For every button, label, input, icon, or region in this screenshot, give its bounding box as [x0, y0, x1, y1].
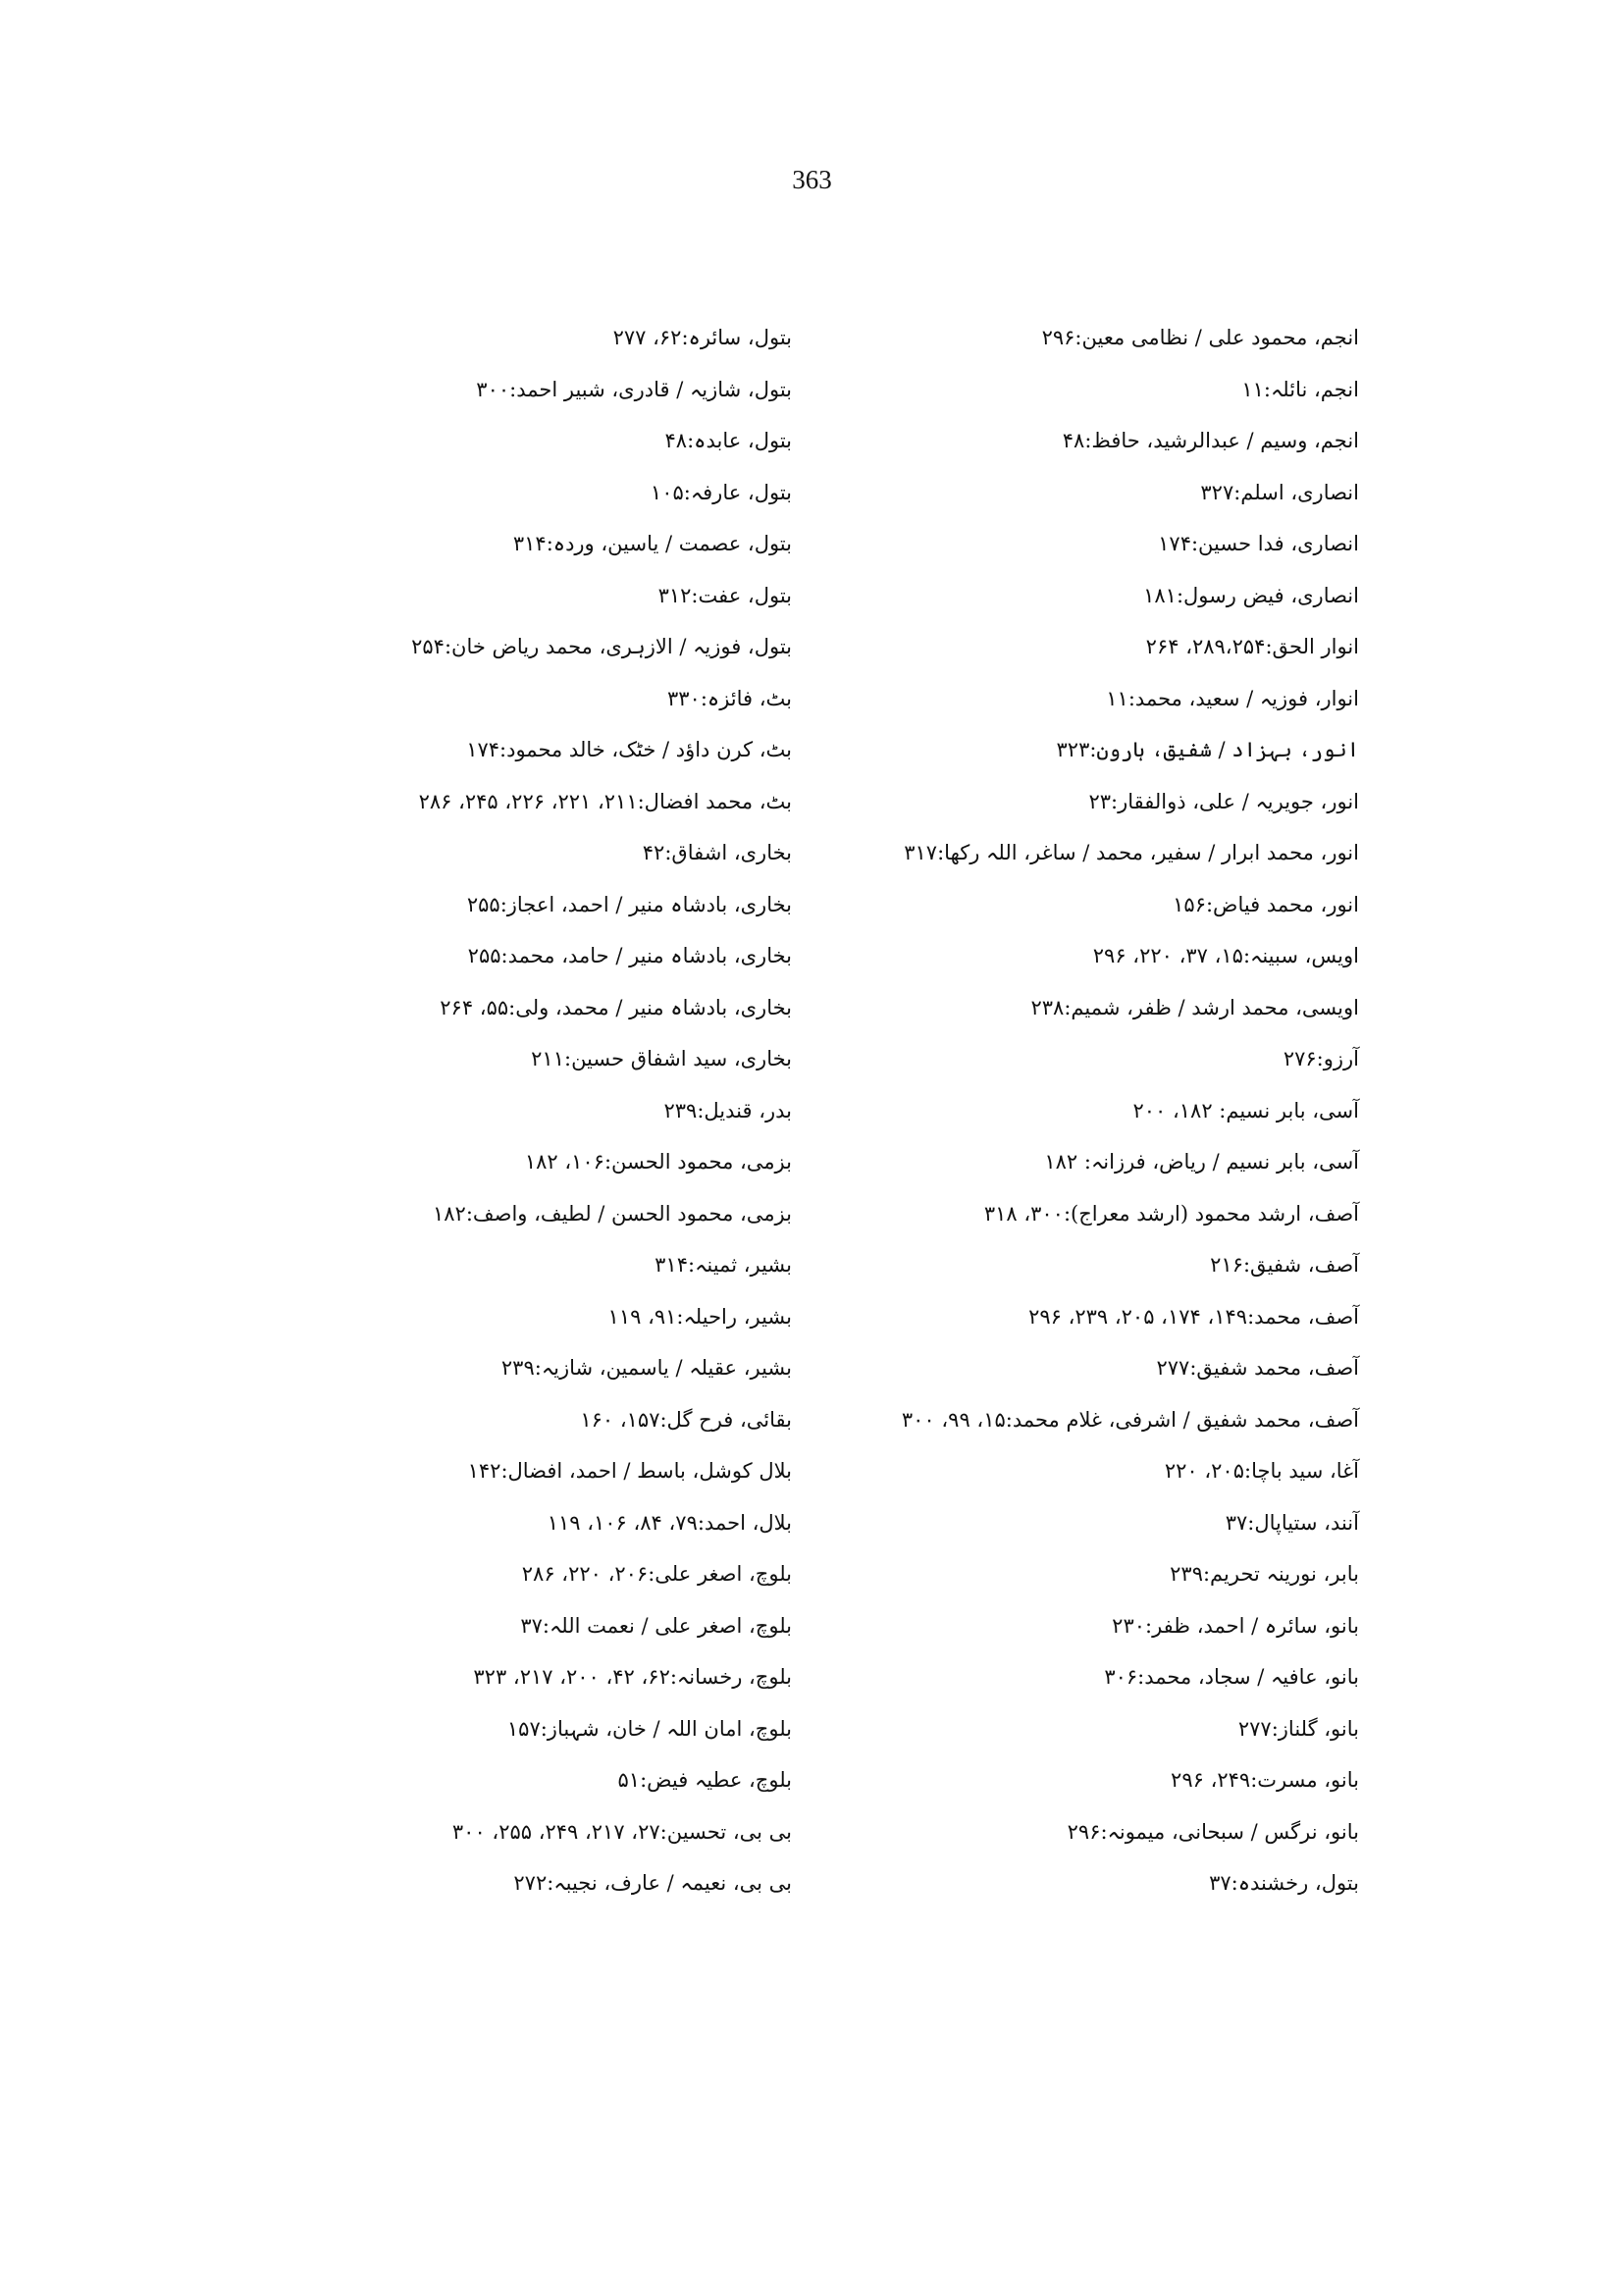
index-entry: بٹ، فائزہ:۳۳۰: [666, 686, 792, 710]
index-entry: بخاری، بادشاہ منیر / محمد، ولی:۵۵، ۲۶۴: [440, 995, 792, 1019]
index-entry: انصاری، فدا حسین:۱۷۴: [1158, 532, 1359, 555]
index-entry: آرزو:۲۷۶: [1283, 1047, 1359, 1070]
index-column-left: [370, 312, 792, 1909]
index-entry: انجم، نائلہ:۱۱: [1241, 377, 1359, 401]
index-entry: بشیر، راحیلہ:۹۱، ۱۱۹: [607, 1304, 792, 1329]
index-entry: انور، محمد ابرار / سفیر، محمد / ساغر، اللہ رکھا:۳۱۷: [904, 841, 1359, 864]
index-entry: بی بی، تحسین:۲۷، ۲۱۷، ۲۴۹، ۲۵۵، ۳۰۰: [451, 1819, 792, 1844]
index-entry: بانو، مسرت:۲۴۹، ۲۹۶: [1171, 1768, 1359, 1792]
index-entry: بابر، نورینہ تحریم:۲۳۹: [1170, 1562, 1359, 1586]
index-entry: انور، محمد فیاض:۱۵۶: [1173, 892, 1359, 916]
index-entry: بلال، احمد:۷۹، ۸۴، ۱۰۶، ۱۱۹: [547, 1510, 792, 1535]
index-entry: انور، جویریہ / علی، ذوالفقار:۲۳: [1088, 789, 1359, 813]
index-entry: بتول، فوزیہ / الازہری، محمد ریاض خان:۲۵۴: [411, 635, 792, 658]
index-entry: بقائی، فرح گل:۱۵۷، ۱۶۰: [580, 1407, 792, 1432]
index-entry: بلوچ، اصغر علی:۲۰۶، ۲۲۰، ۲۸۶: [521, 1562, 792, 1586]
index-entry: بتول، شازیہ / قادری، شبیر احمد:۳۰۰: [476, 377, 792, 401]
index-entry: بزمی، محمود الحسن:۱۰۶، ۱۸۲: [524, 1150, 792, 1174]
index-entry: بلال کوشل، باسط / احمد، افضال:۱۴۲: [467, 1459, 792, 1483]
index-entry: بتول، عصمت / یاسین، وردہ:۳۱۴: [512, 532, 792, 555]
index-entry: بتول، سائرہ:۶۲، ۲۷۷: [612, 326, 792, 349]
index-entry: آغا، سید باچا:۲۰۵، ۲۲۰: [1164, 1459, 1359, 1483]
index-entry: انجم، محمود علی / نظامی معین:۲۹۶: [1041, 326, 1359, 349]
index-entry: انصاری، اسلم:۳۲۷: [1200, 480, 1359, 504]
index-entry: بلوچ، امان اللہ / خان، شہباز:۱۵۷: [506, 1716, 792, 1741]
index-entry: آسی، بابر نسیم / ریاض، فرزانہ: ۱۸۲: [1044, 1150, 1359, 1174]
index-entry: بتول، عارفہ:۱۰۵: [650, 480, 792, 504]
index-entry: آنند، ستیاپال:۳۷: [1225, 1510, 1359, 1535]
index-entry: بٹ، محمد افضال:۲۱۱، ۲۲۱، ۲۲۶، ۲۴۵، ۲۸۶: [418, 789, 792, 813]
index-entry: بانو، سائرہ / احمد، ظفر:۲۳۰: [1112, 1613, 1359, 1638]
index-entry: بخاری، بادشاہ منیر / احمد، اعجاز:۲۵۵: [466, 892, 792, 916]
index-entry: بٹ، کرن داؤد / خٹک، خالد محمود:۱۷۴: [466, 738, 792, 761]
index-entry: بخاری، بادشاہ منیر / حامد، محمد:۲۵۵: [467, 944, 792, 967]
index-entry: آصف، محمد شفیق:۲۷۷: [1156, 1356, 1359, 1380]
index-entry: بخاری، سید اشفاق حسین:۲۱۱: [531, 1047, 792, 1070]
index-entry: آصف، ارشد محمود (ارشد معراج):۳۰۰، ۳۱۸: [983, 1201, 1359, 1226]
index-entry: بلوچ، رخسانہ:۶۲، ۴۲، ۲۰۰، ۲۱۷، ۳۲۳: [473, 1665, 792, 1689]
index-entry: اویسی، محمد ارشد / ظفر، شمیم:۲۳۸: [1030, 995, 1359, 1019]
index-entry: بانو، نرگس / سبحانی، میمونہ:۲۹۶: [1067, 1819, 1359, 1844]
index-entry: آصف، شفیق:۲۱۶: [1210, 1253, 1359, 1277]
index-entry: بانو، عافیہ / سجاد، محمد:۳۰۶: [1104, 1665, 1359, 1689]
index-entry: بتول، عابدہ:۴۸: [664, 429, 792, 452]
index-entry: بانو، گلناز:۲۷۷: [1237, 1716, 1359, 1741]
index-entry: آصف، محمد شفیق / اشرفی، غلام محمد:۱۵، ۹۹، ۳۰۰: [901, 1407, 1359, 1432]
index-entry: بتول، عفت:۳۱۲: [657, 583, 792, 607]
index-entry: انوار الحق:۲۸۹،۲۵۴، ۲۶۴: [1145, 635, 1359, 658]
index-entry: بشیر، عقیلہ / یاسمین، شازیہ:۲۳۹: [500, 1356, 792, 1380]
index-entry: انصاری، فیض رسول:۱۸۱: [1143, 583, 1359, 607]
index-entry: بلوچ، اصغر علی / نعمت اللہ:۳۷: [520, 1613, 792, 1638]
index-entry: بدر، قندیل:۲۳۹: [663, 1098, 792, 1122]
index-entry: بلوچ، عطیہ فیض:۵۱: [617, 1768, 792, 1792]
index-entry: اویس، سبینہ:۱۵، ۳۷، ۲۲۰، ۲۹۶: [1092, 944, 1359, 967]
index-entry: بتول، رخشندہ:۳۷: [1209, 1871, 1359, 1895]
index-entry: بی بی، نعیمہ / عارف، نجیبہ:۲۷۲: [513, 1871, 792, 1895]
index-entry: بزمی، محمود الحسن / لطیف، واصف:۱۸۲: [432, 1201, 792, 1226]
index-entry: انور، بہزاد / شفیق، ہارون:۳۲۳: [1056, 738, 1359, 761]
index-entry: بخاری، اشفاق:۴۲: [642, 841, 792, 864]
index-entry: آصف، محمد:۱۴۹، ۱۷۴، ۲۰۵، ۲۳۹، ۲۹۶: [1028, 1304, 1359, 1329]
index-entry: انوار، فوزیہ / سعید، محمد:۱۱: [1106, 686, 1359, 710]
page-number: 363: [792, 165, 832, 194]
index-entry: آسی، بابر نسیم: ۱۸۲، ۲۰۰: [1132, 1098, 1359, 1122]
index-entry: انجم، وسیم / عبدالرشید، حافظ:۴۸: [1062, 429, 1359, 452]
index-entry: بشیر، ثمینہ:۳۱۴: [655, 1253, 792, 1277]
